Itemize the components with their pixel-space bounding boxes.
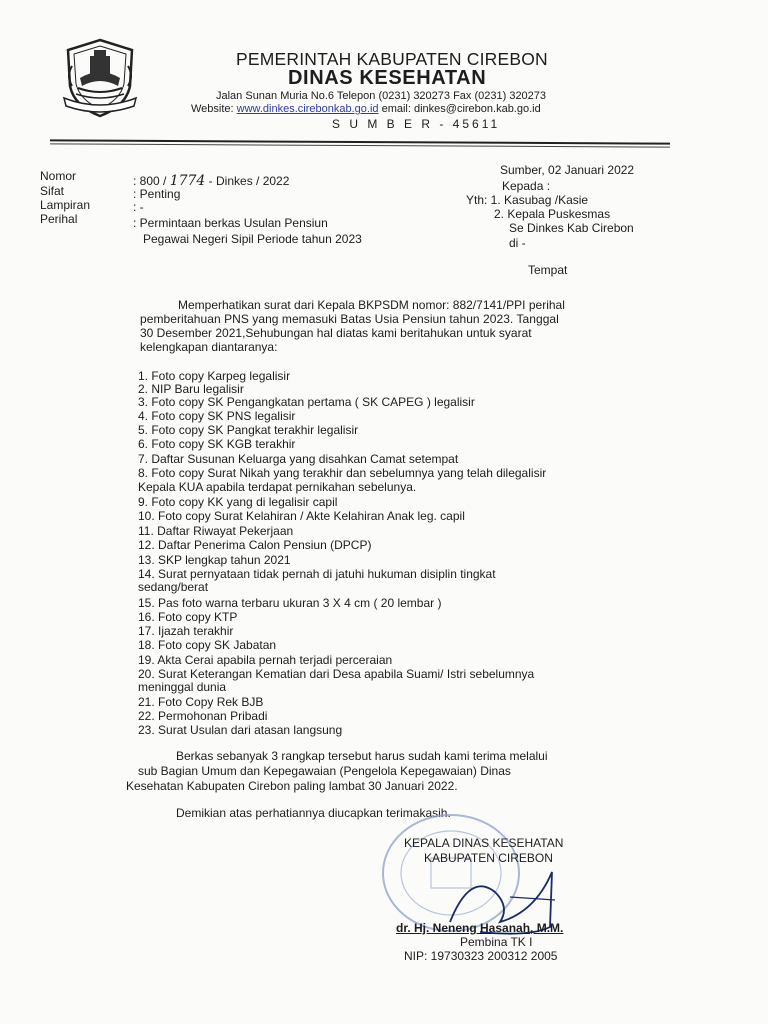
intro-line-1: Memperhatikan surat dari Kepala BKPSDM nomor: 882/7141/PPI perihal (178, 298, 565, 312)
list-item: sedang/berat (138, 580, 209, 594)
list-item: 17. Ijazah terakhir (138, 624, 234, 638)
nomor-value: : 800 / 1774 - Dinkes / 2022 (133, 173, 290, 189)
list-item: 23. Surat Usulan dari atasan langsung (138, 723, 343, 737)
list-item: 6. Foto copy SK KGB terakhir (138, 437, 296, 451)
handwritten-number: 1774 (169, 173, 206, 189)
list-item: 5. Foto copy SK Pangkat terakhir legalisir (138, 423, 359, 437)
closing-line-3: Kesehatan Kabupaten Cirebon paling lambat 30 Januari 2022. (126, 779, 458, 793)
lampiran-value: : - (133, 200, 144, 214)
recipient-3: Se Dinkes Kab Cirebon (509, 221, 634, 235)
sifat-value: : Penting (133, 187, 181, 201)
kabupaten-cirebon-emblem-icon (60, 36, 140, 120)
list-item: 1. Foto copy Karpeg legalisir (138, 369, 291, 383)
lampiran-label: Lampiran (40, 198, 91, 212)
list-item: Kepala KUA apabila terdapat pernikahan sebelunya. (138, 480, 417, 494)
list-item: 7. Daftar Susunan Keluarga yang disahkan Camat setempat (138, 452, 459, 466)
list-item: 11. Daftar Riwayat Pekerjaan (138, 524, 294, 538)
list-item: 9. Foto copy KK yang di legalisir capil (138, 495, 338, 509)
letterhead-agency: DINAS KESEHATAN (288, 67, 487, 89)
signatory-title-2: KABUPATEN CIREBON (424, 851, 553, 865)
closing-line-1: Berkas sebanyak 3 rangkap tersebut harus sudah kami terima melalui (176, 749, 548, 763)
list-item: 21. Foto Copy Rek BJB (138, 695, 264, 709)
recipient-1: Yth: 1. Kasubag /Kasie (466, 193, 589, 207)
letterhead-contact (191, 103, 541, 115)
letterhead-city: S U M B E R - 45611 (332, 117, 501, 131)
perihal-value-2: Pegawai Negeri Sipil Periode tahun 2023 (143, 232, 362, 246)
signatory-name: dr. Hj. Neneng Hasanah, M.M. (396, 921, 564, 935)
signatory-nip: NIP: 19730323 200312 2005 (404, 949, 558, 963)
perihal-label: Perihal (40, 212, 78, 226)
intro-line-4: kelengkapan diantaranya: (140, 340, 278, 354)
email-text: email: dinkes@cirebon.kab.go.id (381, 103, 541, 115)
list-item: 12. Daftar Penerima Calon Pensiun (DPCP) (138, 538, 372, 552)
closing-line-2: sub Bagian Umum dan Kepegawaian (Pengelola Kepegawaian) Dinas (138, 764, 511, 778)
letterhead-address: Jalan Sunan Muria No.6 Telepon (0231) 320273 Fax (0231) 320273 (216, 90, 547, 102)
letterhead-government: PEMERINTAH KABUPATEN CIREBON (236, 49, 548, 69)
list-item: 10. Foto copy Surat Kelahiran / Akte Kelahiran Anak leg. capil (138, 509, 465, 523)
list-item: 14. Surat pernyataan tidak pernah di jatuhi hukuman disiplin tingkat (138, 567, 496, 581)
list-item: meninggal dunia (138, 680, 227, 694)
letter-date: Sumber, 02 Januari 2022 (500, 163, 635, 177)
nomor-label: Nomor (40, 169, 77, 183)
thanks-line: Demikian atas perhatiannya diucapkan terimakasih. (176, 806, 451, 820)
recipient-place: Tempat (528, 263, 568, 277)
intro-line-2: pemberitahuan PNS yang memasuki Batas Usia Pensiun tahun 2023. Tanggal (140, 312, 559, 326)
perihal-value: : Permintaan berkas Usulan Pensiun (133, 216, 328, 230)
list-item: 22. Permohonan Pribadi (138, 709, 268, 723)
intro-line-3: 30 Desember 2021,Sehubungan hal diatas kami beritahukan untuk syarat (140, 326, 532, 340)
list-item: 3. Foto copy SK Pengangkatan pertama ( SK CAPEG ) legalisir (138, 395, 475, 409)
list-item: 18. Foto copy SK Jabatan (138, 638, 277, 652)
list-item: 15. Pas foto warna terbaru ukuran 3 X 4 cm ( 20 lembar ) (138, 596, 442, 610)
website-label: Website: (191, 103, 234, 115)
sifat-label: Sifat (40, 184, 65, 198)
recipient-4: di - (509, 236, 526, 250)
list-item: 2. NIP Baru legalisir (138, 382, 244, 396)
list-item: 20. Surat Keterangan Kematian dari Desa apabila Suami/ Istri sebelumnya (138, 667, 535, 681)
signatory-rank: Pembina TK I (460, 935, 533, 949)
list-item: 13. SKP lengkap tahun 2021 (138, 553, 291, 567)
signatory-title-1: KEPALA DINAS KESEHATAN (404, 836, 564, 850)
list-item: 4. Foto copy SK PNS legalisir (138, 409, 296, 423)
kepada-label: Kepada : (502, 179, 551, 193)
list-item: 19. Akta Cerai apabila pernah terjadi perceraian (138, 653, 393, 667)
list-item: 16. Foto copy KTP (138, 610, 238, 624)
list-item: 8. Foto copy Surat Nikah yang terakhir dan sebelumnya yang telah dilegalisir (138, 466, 547, 480)
recipient-2: 2. Kepala Puskesmas (494, 207, 611, 221)
website-link[interactable]: www.dinkes.cirebonkab.go.id (236, 103, 379, 115)
